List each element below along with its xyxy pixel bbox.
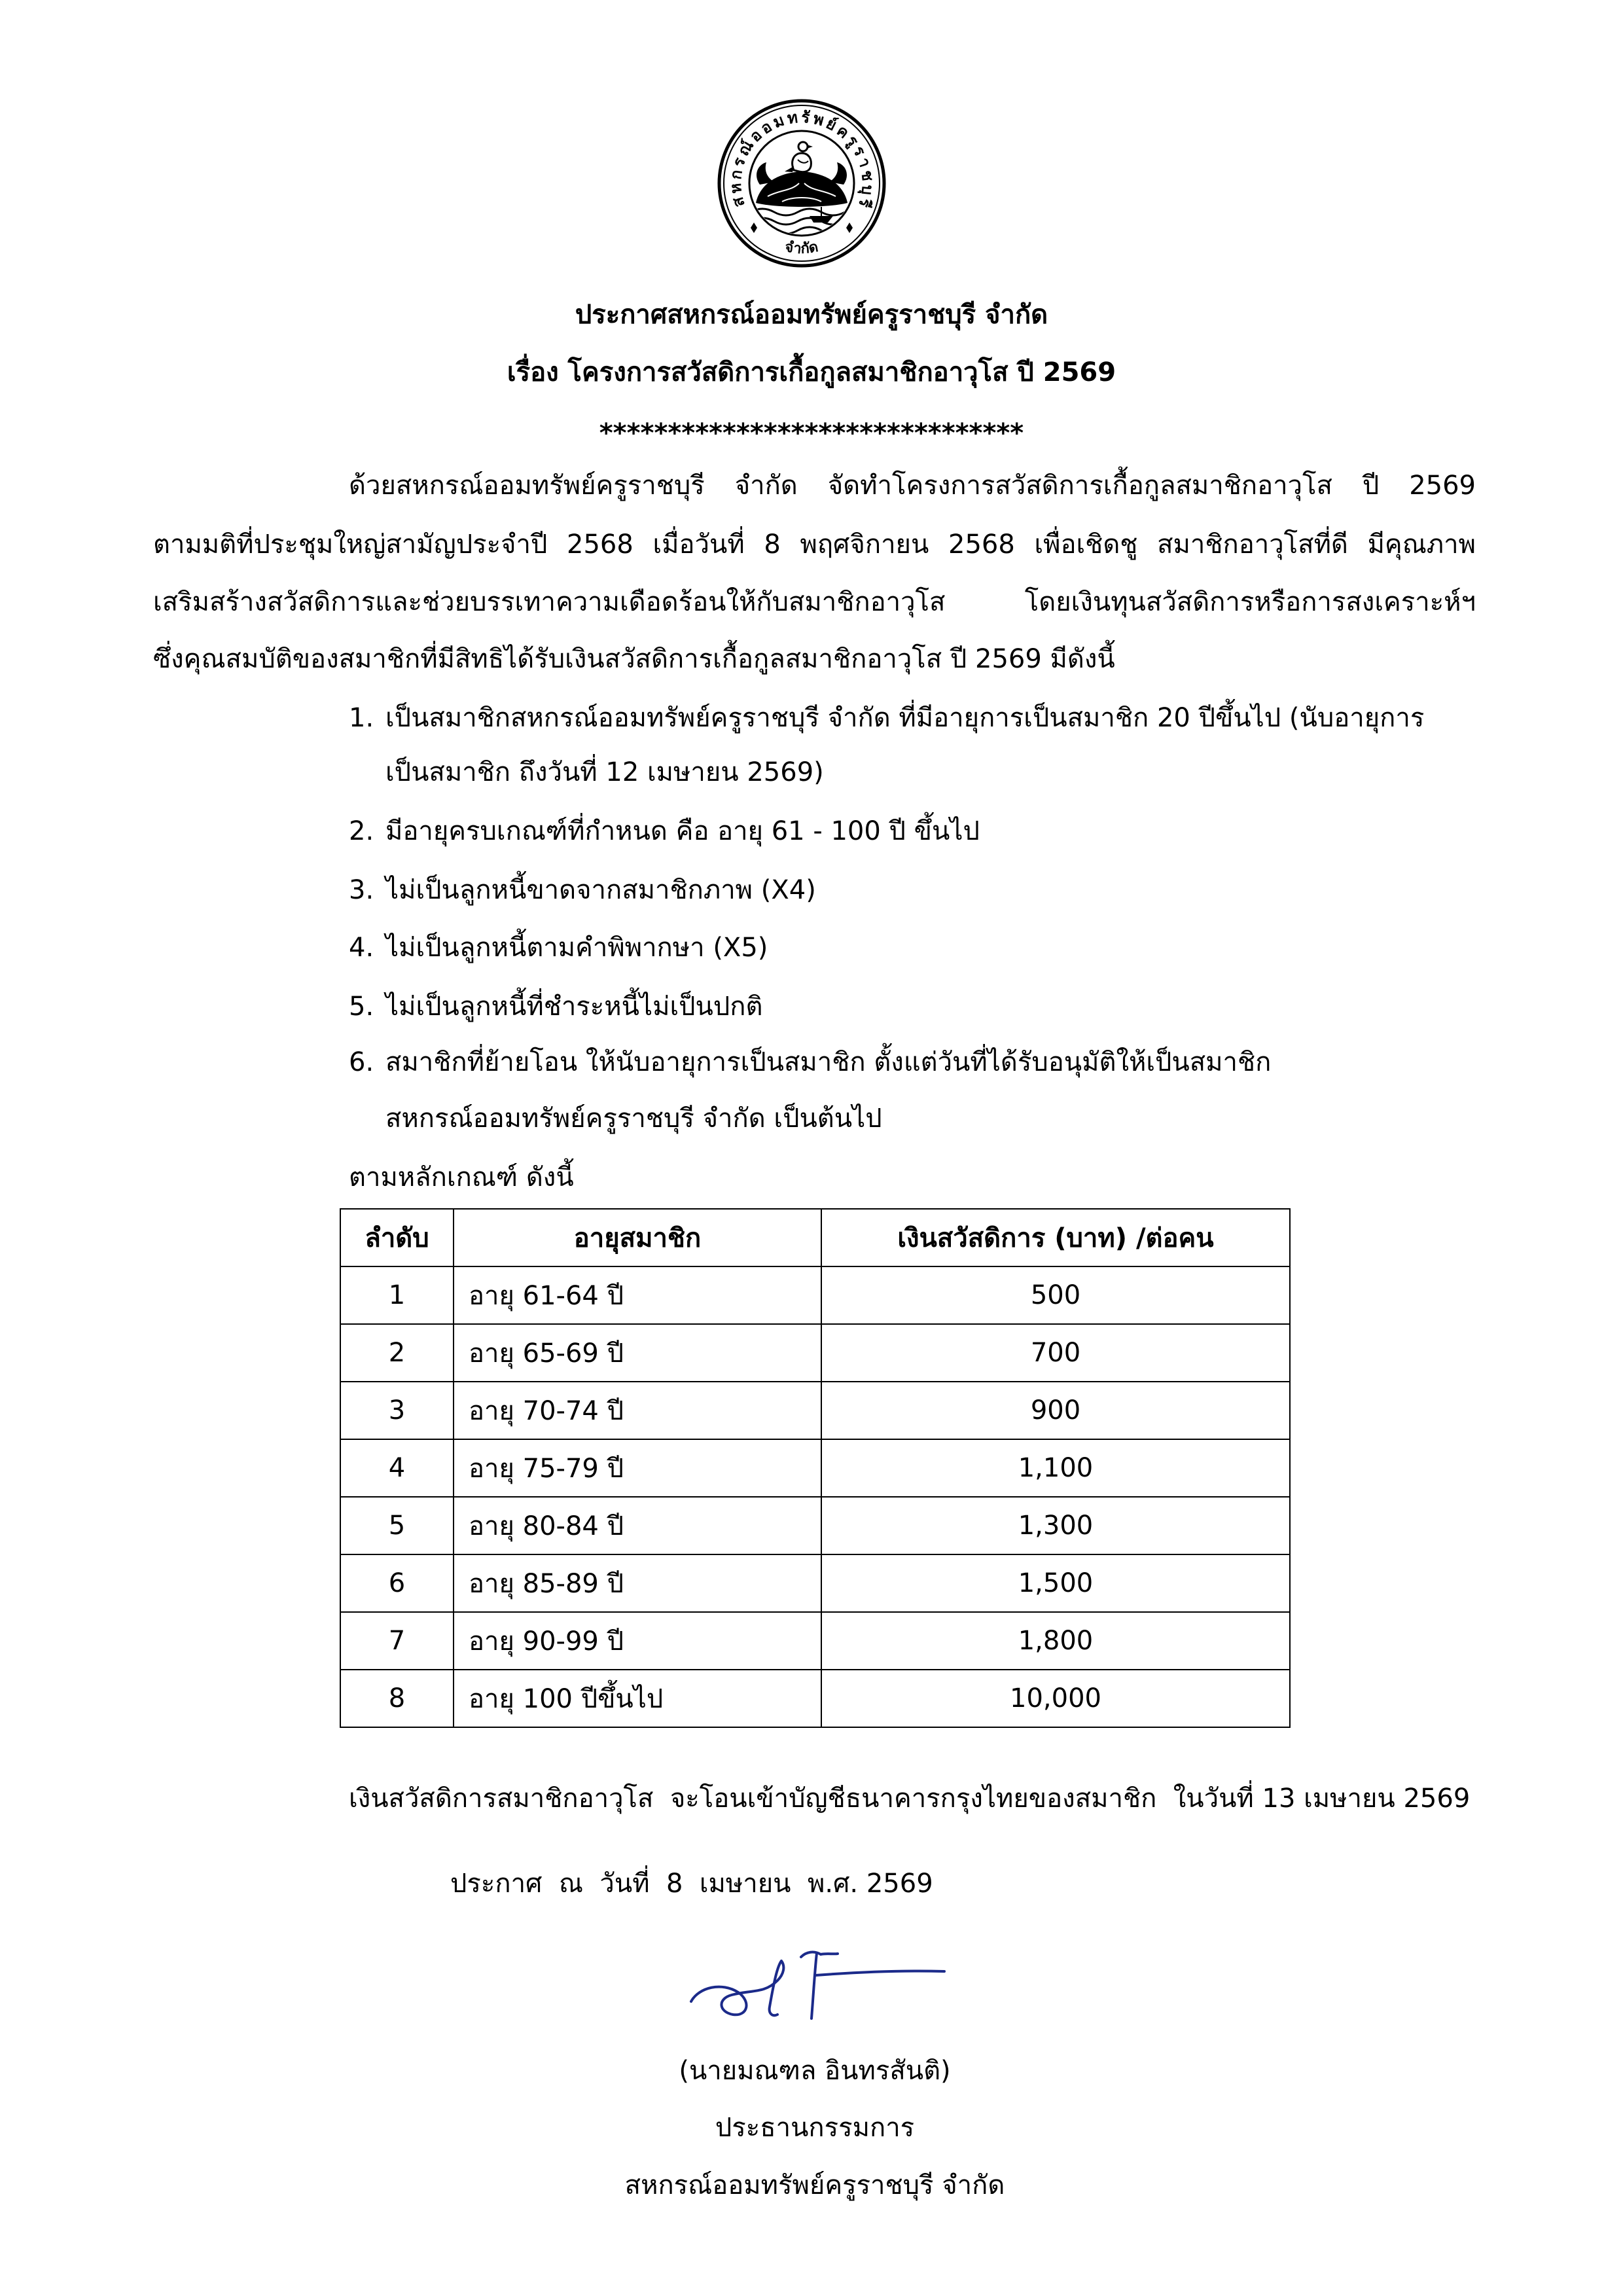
signatory-position: ประธานกรรมการ <box>715 2113 915 2143</box>
table-row <box>340 1612 1290 1670</box>
table-intro: ตามหลักเกณฑ์ ดังนี้ <box>349 1162 574 1193</box>
table-cell-age: อายุ 61-64 ปี <box>454 1266 821 1324</box>
table-cell-amount: 1,800 <box>821 1612 1290 1670</box>
criteria-text: ไม่เป็นลูกหนี้ขาดจากสมาชิกภาพ (X4) <box>385 875 816 905</box>
table-cell-amount: 1,500 <box>821 1554 1290 1612</box>
criteria-text: สมาชิกที่ย้ายโอน ให้นับอายุการเป็นสมาชิก ตั้งแต่วันที่ได้รับอนุมัติให้เป็นสมาชิก <box>385 1047 1272 1077</box>
table-cell-amount: 1,300 <box>821 1497 1290 1554</box>
table-cell-order: 3 <box>340 1382 454 1439</box>
table-cell-age: อายุ 65-69 ปี <box>454 1324 821 1382</box>
signature-stroke <box>801 1952 838 1957</box>
table-cell-age: อายุ 100 ปีขึ้นไป <box>454 1670 821 1727</box>
table-cell-amount: 500 <box>821 1266 1290 1324</box>
criteria-number: 6. <box>349 1047 374 1077</box>
seal-top-text-path: สหกรณ์ออมทรัพย์ครูราชบุรี <box>726 107 878 210</box>
table-cell-age: อายุ 85-89 ปี <box>454 1554 821 1612</box>
table-cell-amount: 900 <box>821 1382 1290 1439</box>
criteria-text: ไม่เป็นลูกหนี้ตามคำพิพากษา (X5) <box>385 933 768 963</box>
title-separator: ******************************* <box>599 418 1024 448</box>
signatory-name: (นายมณฑล อินทรสันติ) <box>679 2056 951 2086</box>
announcement-date: ประกาศ ณ วันที่ 8 เมษายน พ.ศ. 2569 <box>450 1869 933 1899</box>
announcement-subject: เรื่อง โครงการสวัสดิการเกื้อกูลสมาชิกอาวุโส ปี 2569 <box>507 357 1116 387</box>
table-cell-order: 7 <box>340 1612 454 1670</box>
criteria-number: 4. <box>349 933 374 963</box>
signature-stroke <box>691 1961 783 2015</box>
signatory-organization: สหกรณ์ออมทรัพย์ครูราชบุรี จำกัด <box>624 2170 1005 2200</box>
criteria-text: มีอายุครบเกณฑ์ที่กำหนด คือ อายุ 61 - 100 ปี ขึ้นไป <box>385 816 980 846</box>
table-header-amount: เงินสวัสดิการ (บาท) /ต่อคน <box>821 1209 1290 1266</box>
table-cell-order: 1 <box>340 1266 454 1324</box>
cooperative-seal-logo <box>717 98 887 268</box>
criteria-number: 2. <box>349 816 374 846</box>
table-cell-age: อายุ 75-79 ปี <box>454 1439 821 1497</box>
table-header-row <box>340 1209 1290 1266</box>
table-header-order: ลำดับ <box>340 1209 454 1266</box>
table-cell-amount: 1,100 <box>821 1439 1290 1497</box>
table-cell-order: 8 <box>340 1670 454 1727</box>
transfer-note: เงินสวัสดิการสมาชิกอาวุโส จะโอนเข้าบัญชีธนาคารกรุงไทยของสมาชิก ในวันที่ 13 เมษายน 2569 <box>349 1784 1471 1814</box>
table-cell-age: อายุ 80-84 ปี <box>454 1497 821 1554</box>
table-cell-amount: 10,000 <box>821 1670 1290 1727</box>
criteria-number: 5. <box>349 992 374 1022</box>
table-cell-amount: 700 <box>821 1324 1290 1382</box>
seal-bottom-text-path: จำกัด <box>783 238 820 258</box>
table-row <box>340 1324 1290 1382</box>
criteria-text: สหกรณ์ออมทรัพย์ครูราชบุรี จำกัด เป็นต้นไป <box>385 1103 882 1134</box>
intro-line: เสริมสร้างสวัสดิการและช่วยบรรเทาความเดือดร้อนให้กับสมาชิกอาวุโส โดยเงินทุนสวัสดิการหรือการสงเคราะห์ฯ <box>153 587 1476 617</box>
intro-line: ซึ่งคุณสมบัติของสมาชิกที่มีสิทธิได้รับเงินสวัสดิการเกื้อกูลสมาชิกอาวุโส ปี 2569 มีดังนี้ <box>153 644 1115 674</box>
seal-bottom-text <box>784 239 819 257</box>
table-cell-order: 5 <box>340 1497 454 1554</box>
table-row <box>340 1497 1290 1554</box>
intro-line: ด้วยสหกรณ์ออมทรัพย์ครูราชบุรี จำกัด จัดทำโครงการสวัสดิการเกื้อกูลสมาชิกอาวุโส ปี 2569 <box>349 471 1476 501</box>
table-row <box>340 1439 1290 1497</box>
table-header-age: อายุสมาชิก <box>454 1209 821 1266</box>
signature-stroke <box>812 1953 817 2018</box>
criteria-text: ไม่เป็นลูกหนี้ที่ชำระหนี้ไม่เป็นปกติ <box>385 992 763 1022</box>
table-row <box>340 1382 1290 1439</box>
welfare-table <box>340 1208 1291 1728</box>
table-cell-age: อายุ 90-99 ปี <box>454 1612 821 1670</box>
table-cell-order: 6 <box>340 1554 454 1612</box>
announcement-title: ประกาศสหกรณ์ออมทรัพย์ครูราชบุรี จำกัด <box>575 300 1048 330</box>
criteria-number: 3. <box>349 875 374 905</box>
table-row <box>340 1554 1290 1612</box>
table-row <box>340 1670 1290 1727</box>
signature-stroke <box>815 1971 944 1975</box>
table-cell-age: อายุ 70-74 ปี <box>454 1382 821 1439</box>
criteria-number: 1. <box>349 703 374 733</box>
criteria-text: เป็นสมาชิกสหกรณ์ออมทรัพย์ครูราชบุรี จำกัด ที่มีอายุการเป็นสมาชิก 20 ปีขึ้นไป (นับอายุการ <box>385 703 1425 733</box>
table-cell-order: 4 <box>340 1439 454 1497</box>
table-row <box>340 1266 1290 1324</box>
table-cell-order: 2 <box>340 1324 454 1382</box>
intro-line: ตามมติที่ประชุมใหญ่สามัญประจำปี 2568 เมื่อวันที่ 8 พฤศจิกายน 2568 เพื่อเชิดชู สมาชิกอาวุโสที่ดี มีคุณภาพ <box>153 529 1476 560</box>
criteria-text: เป็นสมาชิก ถึงวันที่ 12 เมษายน 2569) <box>385 757 824 787</box>
signature <box>686 1941 948 2026</box>
seal-bird-head <box>798 142 808 151</box>
